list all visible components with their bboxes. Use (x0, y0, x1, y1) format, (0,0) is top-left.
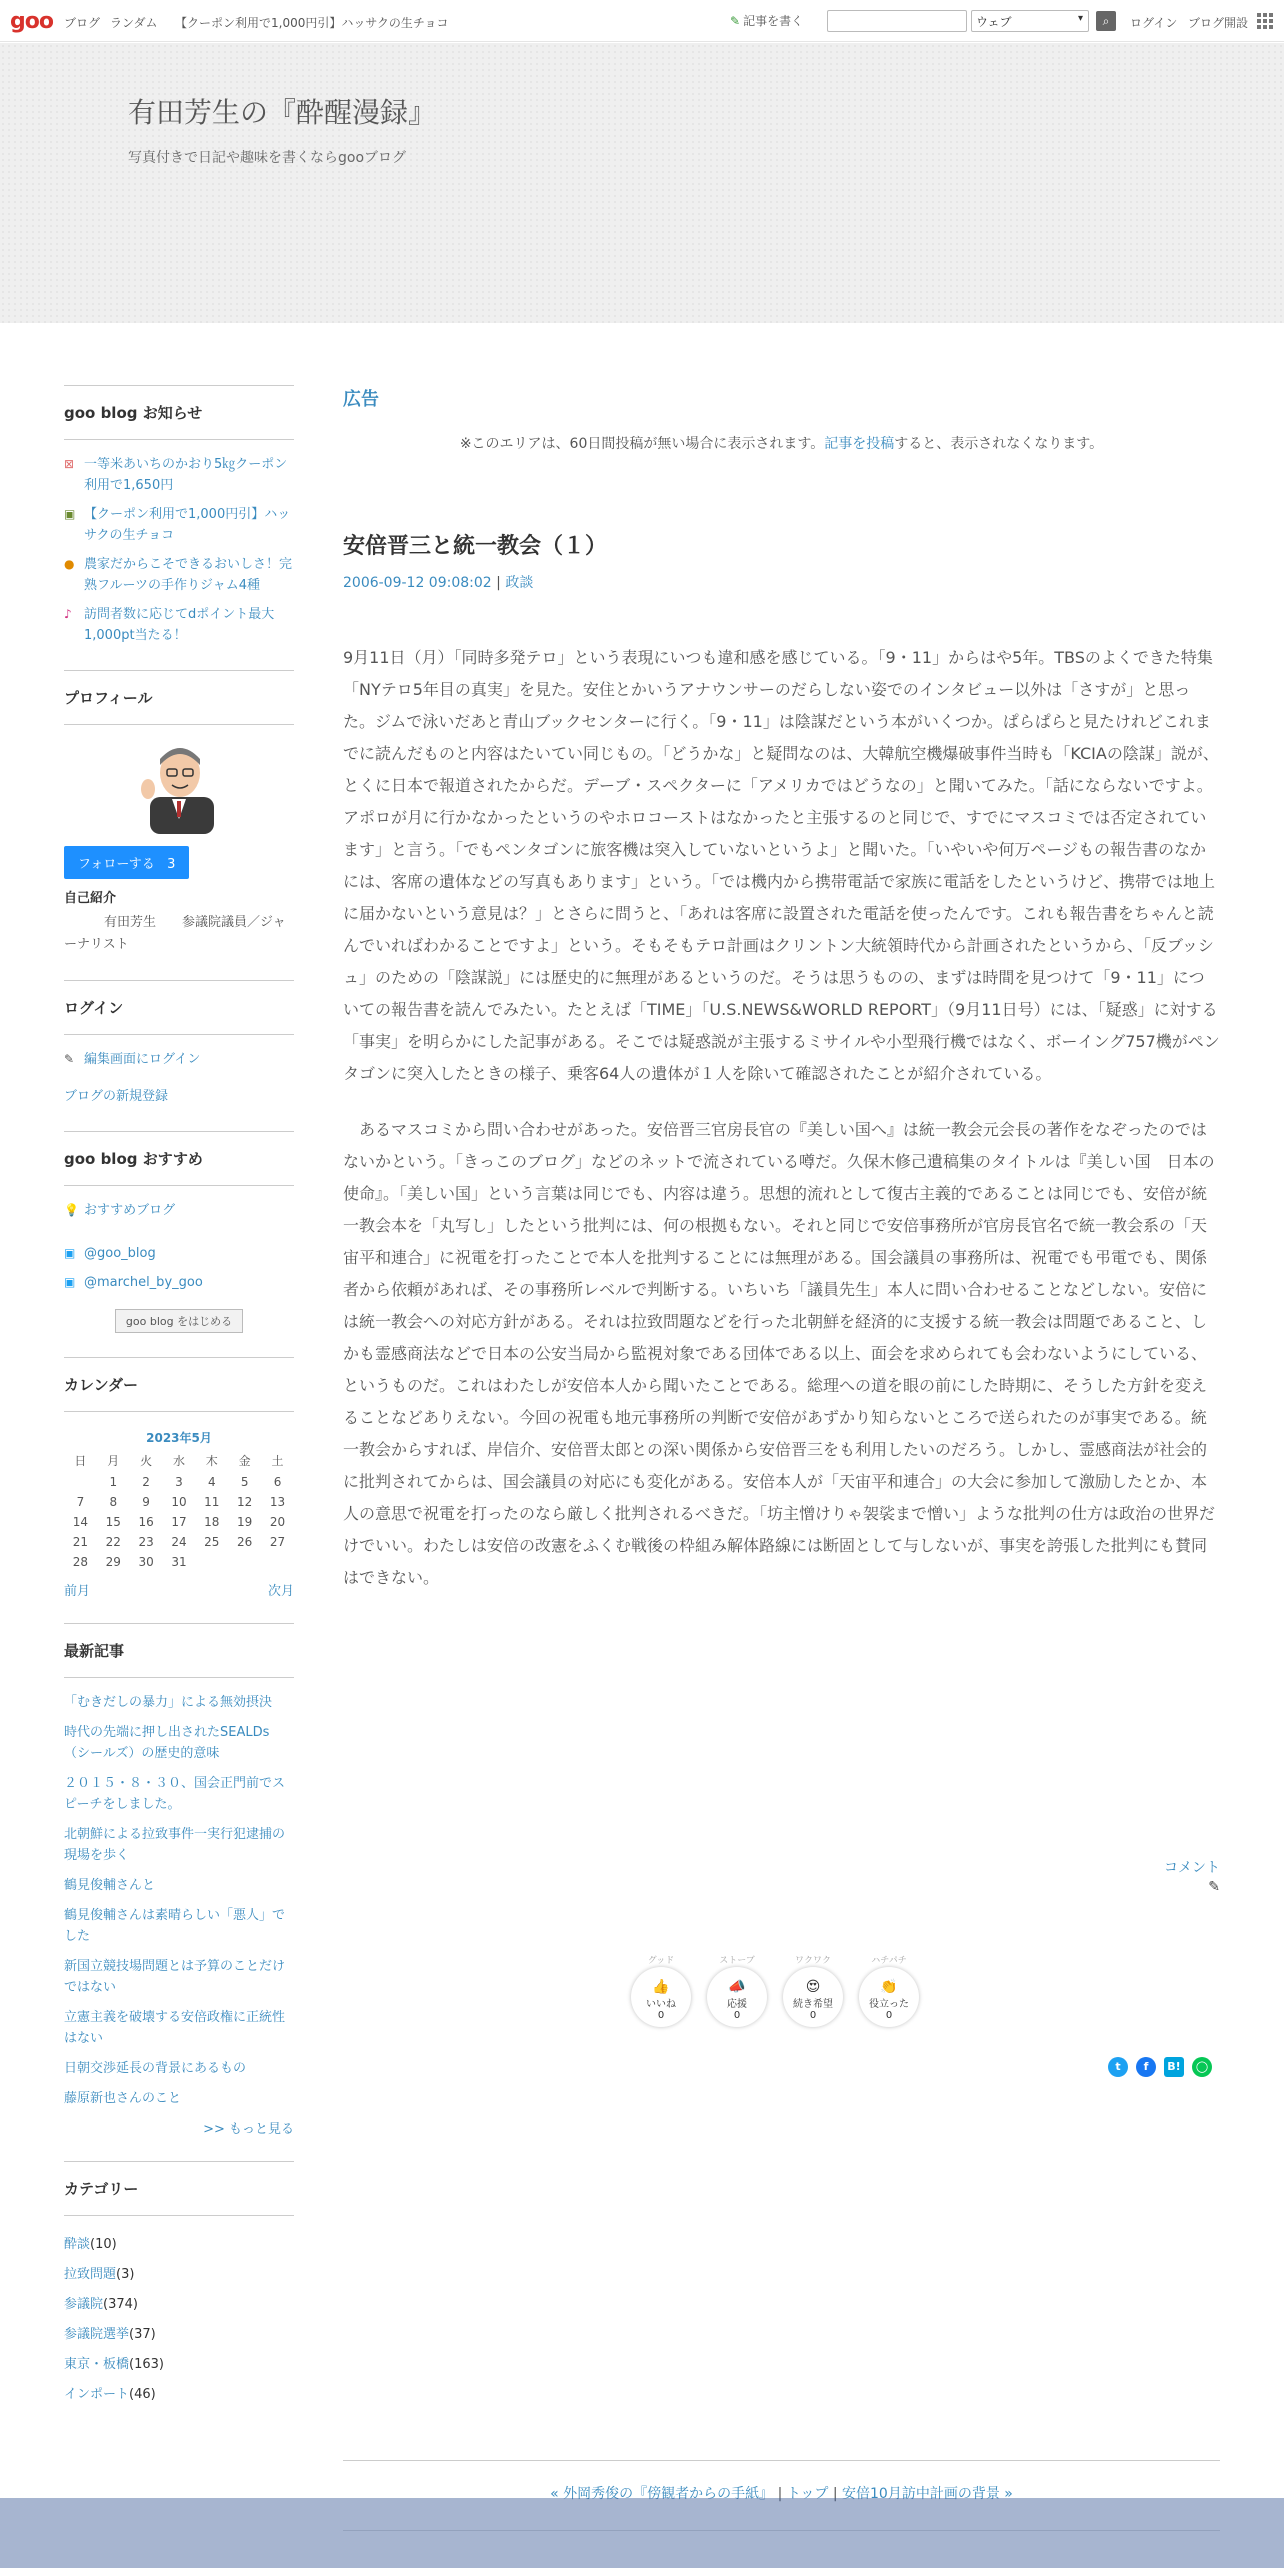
twitter-marchel-text: @marchel_by_goo (84, 1275, 203, 1290)
ad-heading: 広告 (343, 389, 379, 410)
category-item (64, 2230, 294, 2260)
recent-article-link[interactable]: ２０１５・８・３０、国会正門前でスピーチをしました。 (64, 1776, 286, 1812)
goo-logo[interactable]: goo (10, 9, 53, 34)
prev-entry-link[interactable]: « 外岡秀俊の『傍観者からの手紙』 (550, 2486, 774, 2502)
entry-paragraph: あるマスコミから問い合わせがあった。安倍晋三官房長官の『美しい国へ』は統一教会元会長の著作をなぞったのではないかという。「きっこのブログ」などのネットで流されている噂だ。久保木修己遺稿集のタイトルは『美しい国 日本の使命』。「美しい国」という言葉は同じでも、内容は違う。思想的流れとして復古主義的であることは同じでも、安倍が統一教会本を「丸写し」したという批判には、何の根拠もない。それと同じで安倍事務所が官房長官名で統一教会系の「天宙平和連合」に祝電を打ったことで本人を批判することには無理がある。国会議員の事務所は、祝電でも弔電でも、関係者から依頼があれば、その事務所レベルで判断する。いちいち「議員先生」本人に問い合わせることなどしない。安倍には統一教会への対応方針がある。それは拉致問題などを行った北朝鮮を経済的に支援する統一教会は問題であること、しかも霊感商法などで日本の公安当局から監視対象である団体である以上、面会を求められても会わないようにしている、というものだ。これはわたしが安倍本人から聞いたことである。総理への道を眼の前にした時期に、そうした方針を変えることなどありえない。今回の祝電も地元事務所の判断で安倍があずかり知らないところで送られたのが事実である。統一教会からすれば、岸信介、安倍晋太郎との深い関係から安倍晋三をも利用したいのだろう。しかし、霊感商法が社会的に批判されてからは、国会議員の対応にも変化がある。安倍本人が「天宙平和連合」の大会に参加して激励したとか、本人の意思で祝電を打ったのなら厳しく批判されるべきだ。「坊主憎けりゃ袈裟まで憎い」ような批判の仕方は政治の世界だけでいい。わたしは安倍の改憲をふくむ戦後の枠組み解体路線には断固として与しないが、事実を誇張した批判にも賛同はできない。 (343, 1120, 1216, 1587)
category-link[interactable]: インポート (64, 2387, 130, 2402)
follow-label: フォローする (78, 857, 155, 872)
calendar-weekday: 木 (205, 1454, 218, 1468)
login-link[interactable]: ログイン (1130, 16, 1178, 30)
reaction-caption: ハチパチ (871, 1956, 907, 1966)
follow-count: 3 (167, 857, 176, 872)
entry-paragraph: 9月11日（月）「同時多発テロ」という表現にいつも違和感を感じている。「9・11」からはや5年。TBSのよくできた特集「NYテロ5年目の真実」を見た。安住とかいうアナウンサーのだらしない姿でのインタビュー以外は「さすが」と思った。ジムで泳いだあと青山ブックセンターに行く。「9・11」は陰謀だという本がいくつか。ぱらぱらと見たけれどこれまでに読んだものと内容はたいてい同じもの。「どうかな」と疑問なのは、大韓航空機爆破事件当時も「KCIAの陰謀」説が、とくに日本で報道されたからだ。デーブ・スペクターに「アメリカではどうなの」と聞いてみた。「話にならないですよ。アポロが月に行かなかったというのやホロコーストはなかったと主張するのと同じで、すでにマスコミでは否定されています」と言う。「でもペンタゴンに旅客機は突入していないというよ」と聞いた。「いやいや何万ページもの報告書のなかには、客席の遺体などの写真もあります」という。「では機内から携帯電話で家族に電話をしたというけど、携帯では地上に届かないという意見は？」とさらに問うと、「あれは客席に設置された電話を使ったんです。これも報告書をちゃんと読んでいればわかることですよ」という。そもそもテロ計画はクリントン大統領時代から計画されたというから、「反ブッシュ」のための「陰謀説」には歴史的に無理があるというのだ。そうは思うものの、まずは時間を見つけて「9・11」についての報告書を読んでみたい。たとえば「TIME」「U.S.NEWS&WORLD REPORT」（9月11日号）には、「疑惑」に対する「事実」を明らかにした記事がある。そこでは疑惑説が主張するミサイルや小型飛行機ではなく、ボーイング757機がペンタゴンに突入したときの様子、乗客64人の遺体が１人を除いて確認されたことが紹介されている。 (343, 648, 1220, 1083)
gift-icon: ⊠ (64, 457, 75, 471)
pencil-icon: ✎ (730, 14, 741, 28)
login-section (64, 980, 294, 1107)
calendar (64, 1426, 294, 1572)
reaction-count: 0 (657, 2010, 665, 2021)
reaction-count: 0 (809, 2010, 817, 2021)
megaphone-icon: 📣 (728, 1979, 746, 1995)
reaction-caption: ストーブ (719, 1956, 755, 1966)
avatar[interactable] (134, 739, 224, 834)
category-link[interactable]: 参議院選挙 (64, 2327, 130, 2342)
ad-note (343, 433, 1220, 453)
nav-random-link[interactable]: ランダム (110, 16, 158, 30)
main-content (343, 385, 1220, 2502)
category-section (64, 2161, 294, 2410)
category-count: (46) (129, 2387, 156, 2402)
recommend-blog-text: おすすめブログ (84, 1203, 176, 1218)
search-scope-value: ウェブ (976, 15, 1012, 29)
next-month-link[interactable]: 次月 (267, 1584, 294, 1599)
calendar-day: 8 (109, 1495, 118, 1509)
recent-article-link[interactable]: 新国立競技場問題とは予算のことだけではない (64, 1959, 286, 1995)
calendar-day (64, 1472, 97, 1492)
start-blog-button[interactable]: goo blog をはじめる (115, 1309, 243, 1333)
apps-grid-icon[interactable] (1256, 12, 1274, 30)
thumbs-up-icon: 👍 (652, 1979, 670, 1995)
twitter-icon: ▣ (64, 1246, 76, 1260)
recent-heading: 最新記事 (64, 1640, 294, 1678)
recent-article-link[interactable]: 鶴見俊輔さんは素晴らしい「悪人」でした (64, 1908, 286, 1944)
recent-article-link[interactable]: 立憲主義を破壊する安倍政権に正統性はない (64, 2010, 286, 2046)
entry-category-link[interactable]: 政談 (505, 575, 534, 591)
recommend-heading: goo blog おすすめ (64, 1148, 294, 1186)
entry-meta-sep: | (491, 575, 506, 591)
follow-button[interactable] (64, 846, 189, 879)
recent-article-link[interactable]: 時代の先端に押し出されたSEALDs（シールズ）の歴史的意味 (64, 1725, 270, 1761)
calendar-day (195, 1552, 228, 1572)
recent-section (64, 1623, 294, 2137)
category-item (64, 2380, 294, 2410)
calendar-weekday: 火 (140, 1454, 153, 1468)
hatena-icon[interactable]: B! (1164, 2057, 1184, 2077)
reaction-button[interactable] (783, 1956, 843, 2027)
entry-meta (343, 572, 1220, 592)
calendar-week (64, 1492, 294, 1512)
pager-sep: | (828, 2486, 842, 2502)
blog-title[interactable]: 有田芳生の『酔醒漫録』 (128, 96, 437, 129)
category-count: (10) (90, 2237, 117, 2252)
open-blog-link[interactable]: ブログ開設 (1188, 16, 1249, 30)
calendar-day: 15 (105, 1515, 121, 1529)
calendar-day: 26 (237, 1535, 253, 1549)
global-header (0, 0, 1284, 42)
line-icon[interactable]: ◯ (1192, 2057, 1212, 2077)
calendar-week (64, 1512, 294, 1532)
news-item[interactable] (64, 454, 294, 496)
category-count: (163) (129, 2357, 164, 2372)
calendar-weekday: 日 (74, 1454, 87, 1468)
category-link[interactable]: 拉致問題 (64, 2267, 117, 2282)
pager-sep: | (773, 2486, 787, 2502)
profile-section (64, 670, 294, 956)
reaction-caption: ワクワク (794, 1956, 831, 1966)
calendar-day: 20 (269, 1515, 286, 1529)
reaction-label: いいね (646, 1999, 676, 2010)
reaction-button[interactable] (631, 1956, 691, 2027)
calendar-week (64, 1552, 294, 1572)
reaction-caption: グッド (647, 1956, 675, 1966)
news-item-text: 一等米あいちのかおり5㎏クーポン利用で1,650円 (84, 457, 288, 493)
register-link[interactable]: ブログの新規登録 (64, 1089, 169, 1104)
calendar-day: 7 (76, 1495, 85, 1509)
calendar-day: 22 (105, 1535, 121, 1549)
top-link[interactable]: トップ (786, 2486, 829, 2502)
calendar-day (261, 1552, 294, 1572)
reaction-label: 続き希望 (793, 1999, 833, 2010)
calendar-section (64, 1357, 294, 1599)
twitter-marchel-link[interactable] (64, 1272, 294, 1293)
write-article-link[interactable] (730, 12, 803, 29)
news-heading: goo blog お知らせ (64, 402, 294, 440)
calendar-day: 11 (204, 1495, 220, 1509)
avatar-illustration (134, 739, 224, 834)
news-item-text: 【クーポン利用で1,000円引】ハッサクの生チョコ (84, 507, 291, 543)
more-link[interactable]: >> もっと見る (203, 2122, 294, 2137)
intro-text: 有田芳生 参議院議員／ジャーナリスト (64, 915, 286, 952)
calendar-day: 31 (171, 1555, 187, 1569)
facebook-icon[interactable]: f (1136, 2057, 1156, 2077)
calendar-day: 17 (171, 1515, 187, 1529)
twitter-goo-blog-link[interactable] (64, 1243, 294, 1264)
entry-pager (343, 2460, 1220, 2503)
pencil-icon[interactable]: ✎ (1208, 1879, 1220, 1895)
twitter-goo-blog-text: @goo_blog (84, 1246, 156, 1261)
share-buttons (1108, 2057, 1212, 2077)
search-button[interactable] (1096, 11, 1116, 31)
category-item (64, 2320, 294, 2350)
calendar-day: 2 (142, 1475, 150, 1489)
calendar-day: 4 (207, 1475, 216, 1489)
calendar-day (228, 1552, 261, 1572)
fruit-icon: ● (64, 557, 75, 571)
blog-header (0, 43, 1284, 323)
login-edit-text: 編集画面にログイン (84, 1052, 201, 1067)
profile-heading: プロフィール (64, 687, 294, 725)
comment-link[interactable]: コメント (1164, 1860, 1220, 1876)
prev-month-link[interactable]: 前月 (64, 1584, 91, 1599)
reaction-label: 役立った (869, 1999, 909, 2010)
reaction-label: 応援 (727, 1999, 747, 2010)
news-item[interactable] (64, 504, 294, 546)
category-link[interactable]: 東京・板橋 (64, 2357, 130, 2372)
post-article-link[interactable]: 記事を投稿 (824, 436, 895, 452)
news-item-text: 訪問者数に応じてdポイント最大1,000pt当たる！ (84, 607, 275, 643)
calendar-day: 9 (142, 1495, 150, 1509)
intro-label: 自己紹介 (64, 891, 117, 906)
search-icon: ⌕ (1102, 14, 1110, 28)
ad-note-text-2: すると、表示されなくなります。 (894, 436, 1104, 452)
category-count: (37) (129, 2327, 156, 2342)
calendar-weekday: 月 (107, 1454, 120, 1468)
chevron-down-icon: ▾ (1077, 13, 1083, 24)
lightbulb-icon: 💡 (64, 1203, 79, 1217)
calendar-week (64, 1472, 294, 1492)
search-scope-select[interactable] (971, 10, 1089, 32)
sidebar (64, 385, 294, 2410)
entry-date[interactable]: 2006-09-12 09:08:02 (343, 575, 492, 591)
recent-article-link[interactable]: 北朝鮮による拉致事件一実行犯逮捕の現場を歩く (64, 1827, 286, 1863)
calendar-weekday: 金 (238, 1454, 251, 1468)
note-icon: ♪ (64, 607, 72, 621)
calendar-weekday: 土 (271, 1454, 284, 1468)
calendar-day: 24 (171, 1535, 187, 1549)
pencil-icon: ✎ (64, 1052, 75, 1066)
category-link[interactable]: 参議院 (64, 2297, 104, 2312)
news-item[interactable] (64, 554, 294, 596)
calendar-month: 2023年5月 (146, 1431, 212, 1445)
twitter-icon[interactable]: t (1108, 2057, 1128, 2077)
reaction-count: 0 (733, 2010, 741, 2021)
twitter-icon: ▣ (64, 1275, 76, 1289)
login-edit-link[interactable] (64, 1049, 294, 1070)
bottom-overlay (0, 2498, 1284, 2568)
category-item (64, 2260, 294, 2290)
calendar-day: 23 (138, 1535, 154, 1549)
calendar-day: 27 (269, 1535, 286, 1549)
search-input[interactable] (827, 10, 967, 32)
reaction-button[interactable] (859, 1956, 919, 2027)
ad-note-text: ※このエリアは、60日間投稿が無い場合に表示されます。 (459, 436, 825, 452)
calendar-day: 30 (138, 1555, 154, 1569)
login-heading: ログイン (64, 997, 294, 1035)
calendar-weekday: 水 (172, 1454, 185, 1468)
recommend-blog-link[interactable] (64, 1200, 294, 1221)
news-item[interactable] (64, 604, 294, 646)
recommend-section (64, 1131, 294, 1333)
calendar-day: 13 (269, 1495, 286, 1509)
calendar-day: 18 (204, 1515, 220, 1529)
blog-description: 写真付きで日記や趣味を書くならgooブログ (128, 150, 407, 166)
calendar-day: 12 (237, 1495, 253, 1509)
calendar-day: 14 (72, 1515, 89, 1529)
news-item-text: 農家だからこそできるおいしさ！完熟フルーツの手作りジャム4種 (84, 557, 293, 593)
category-item (64, 2350, 294, 2380)
category-item (64, 2290, 294, 2320)
reaction-button[interactable] (707, 1956, 767, 2027)
category-count: (374) (103, 2297, 138, 2312)
recent-article-link[interactable]: 鶴見俊輔さんと (64, 1878, 156, 1893)
reaction-bar (631, 1956, 919, 2027)
nav-blog-link[interactable]: ブログ (64, 16, 101, 30)
heart-eyes-icon: 😍 (805, 1979, 821, 1995)
recent-article-link[interactable]: 藤原新也さんのこと (64, 2091, 182, 2106)
reaction-count: 0 (885, 2010, 893, 2021)
category-heading: カテゴリー (64, 2178, 294, 2216)
calendar-day: 1 (109, 1475, 118, 1489)
calendar-day: 6 (273, 1475, 282, 1489)
calendar-day: 25 (204, 1535, 220, 1549)
category-link[interactable]: 酔談 (64, 2237, 91, 2252)
calendar-day: 16 (138, 1515, 154, 1529)
next-entry-link[interactable]: 安倍10月訪中計画の背景 » (842, 2486, 1013, 2502)
clap-icon: 👏 (880, 1979, 898, 1995)
recent-article-link[interactable]: 「むきだしの暴力」による無効摂決 (64, 1695, 273, 1710)
category-count: (3) (116, 2267, 135, 2282)
calendar-week (64, 1532, 294, 1552)
calendar-day: 3 (175, 1475, 183, 1489)
calendar-heading: カレンダー (64, 1374, 294, 1412)
recent-article-link[interactable]: 日朝交渉延長の背景にあるもの (64, 2061, 247, 2076)
calendar-day: 28 (72, 1555, 89, 1569)
calendar-day: 19 (237, 1515, 253, 1529)
write-label: 記事を書く (743, 14, 804, 28)
nav-promo-link[interactable]: 【クーポン利用で1,000円引】ハッサクの生チョコ (175, 16, 449, 30)
calendar-day: 10 (171, 1495, 187, 1509)
news-section (64, 385, 294, 646)
chocolate-icon: ▣ (64, 507, 76, 521)
entry-body (343, 642, 1220, 1594)
calendar-day: 21 (72, 1535, 89, 1549)
entry-title[interactable]: 安倍晋三と統一教会（１） (343, 534, 608, 559)
calendar-day: 5 (240, 1475, 249, 1489)
calendar-day: 29 (105, 1555, 121, 1569)
